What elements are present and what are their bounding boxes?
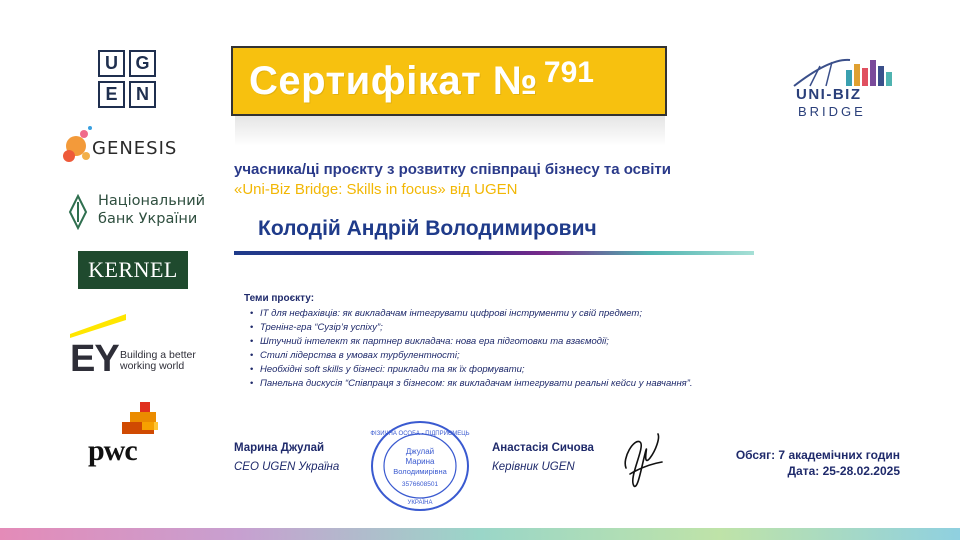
ugen-letter-u: U [98, 50, 125, 77]
signer-1-role: CEO UGEN Україна [234, 461, 340, 473]
kernel-logo: KERNEL [78, 251, 188, 289]
topics-heading: Теми проєкту: [244, 293, 315, 304]
ey-logo [68, 312, 208, 378]
stamp-center-3: Володимирівна [393, 467, 447, 476]
course-volume: Обсяг: 7 академічних годин [735, 448, 900, 462]
ey-beam-icon [68, 312, 128, 338]
course-dates: Дата: 25-28.02.2025 [787, 464, 900, 478]
ugen-letter-e: E [98, 81, 125, 108]
recipient-name: Колодій Андрій Володимирович [258, 217, 597, 240]
signer-1-name: Марина Джулай [234, 442, 325, 454]
certificate-subtitle-2: «Uni-Biz Bridge: Skills in focus» від UGEN [234, 181, 518, 198]
nbu-line-2: банк України [98, 211, 198, 227]
topic-item: • Панельна дискусія “Співпраця з бізнесом: як викладачам інтегрувати реальні кейси у навчання”. [248, 377, 693, 391]
nbu-emblem-icon [66, 194, 90, 230]
unibiz-bridge-logo [790, 56, 894, 122]
signer-2-role: Керівник UGEN [492, 461, 575, 473]
genesis-logo [60, 126, 200, 168]
genesis-wordmark: GENESIS [92, 138, 178, 159]
recipient-underline [234, 251, 754, 255]
unibiz-subtitle: BRIDGE [798, 104, 866, 119]
pwc-logo [88, 402, 168, 466]
unibiz-title: UNI-BIZ [796, 86, 862, 103]
topic-item: • Стилі лідерства в умовах турбулентності; [248, 349, 693, 363]
stamp-bottom-text: УКРАЇНА [407, 500, 433, 506]
certificate-subtitle-1: учасника/ці проєкту з розвитку співпраці бізнесу та освіти [234, 161, 671, 178]
stamp-center-2: Марина [405, 457, 435, 466]
nbu-line-1: Національний [98, 193, 206, 209]
ey-tagline-2: working world [120, 360, 185, 372]
genesis-dots-icon [60, 126, 94, 168]
nbu-logo [66, 192, 206, 232]
ey-tagline-1: Building a better [120, 349, 196, 361]
stamp-center-1: Джулай [405, 447, 435, 456]
pwc-blocks-icon [122, 402, 162, 436]
topic-item: • Необхідні soft skills у бізнесі: приклади та як їх формувати; [248, 363, 693, 377]
stamp-ring-text: ФІЗИЧНА ОСОБА - ПІДПРИЄМЕЦЬ [370, 431, 470, 437]
topics-list [248, 307, 693, 391]
ugen-logo [98, 50, 158, 110]
topic-item: • Штучний інтелект як партнер викладача: нова ера підготовки та взаємодії; [248, 335, 693, 349]
ugen-letter-g: G [129, 50, 156, 77]
certificate-title: Сертифікат № [249, 58, 538, 103]
topic-item: • IT для нефахівців: як викладачам інтегрувати цифрові інструменти у свій предмет; [248, 307, 693, 321]
ey-wordmark: EY [70, 338, 119, 380]
topic-item: • Тренінг-гра “Сузір’я успіху”; [248, 321, 693, 335]
pwc-wordmark: pwc [88, 434, 137, 467]
handwritten-signature-icon [620, 428, 664, 494]
certificate-title-banner [231, 46, 667, 116]
title-shadow [235, 116, 665, 146]
bottom-gradient-bar [0, 528, 960, 540]
bridge-skyline-icon [790, 56, 894, 88]
ugen-letter-n: N [129, 81, 156, 108]
official-stamp-icon [368, 418, 472, 514]
certificate-number: 791 [543, 56, 594, 89]
stamp-code: 3576608501 [401, 481, 439, 488]
signer-2-name: Анастасія Сичова [492, 442, 594, 454]
